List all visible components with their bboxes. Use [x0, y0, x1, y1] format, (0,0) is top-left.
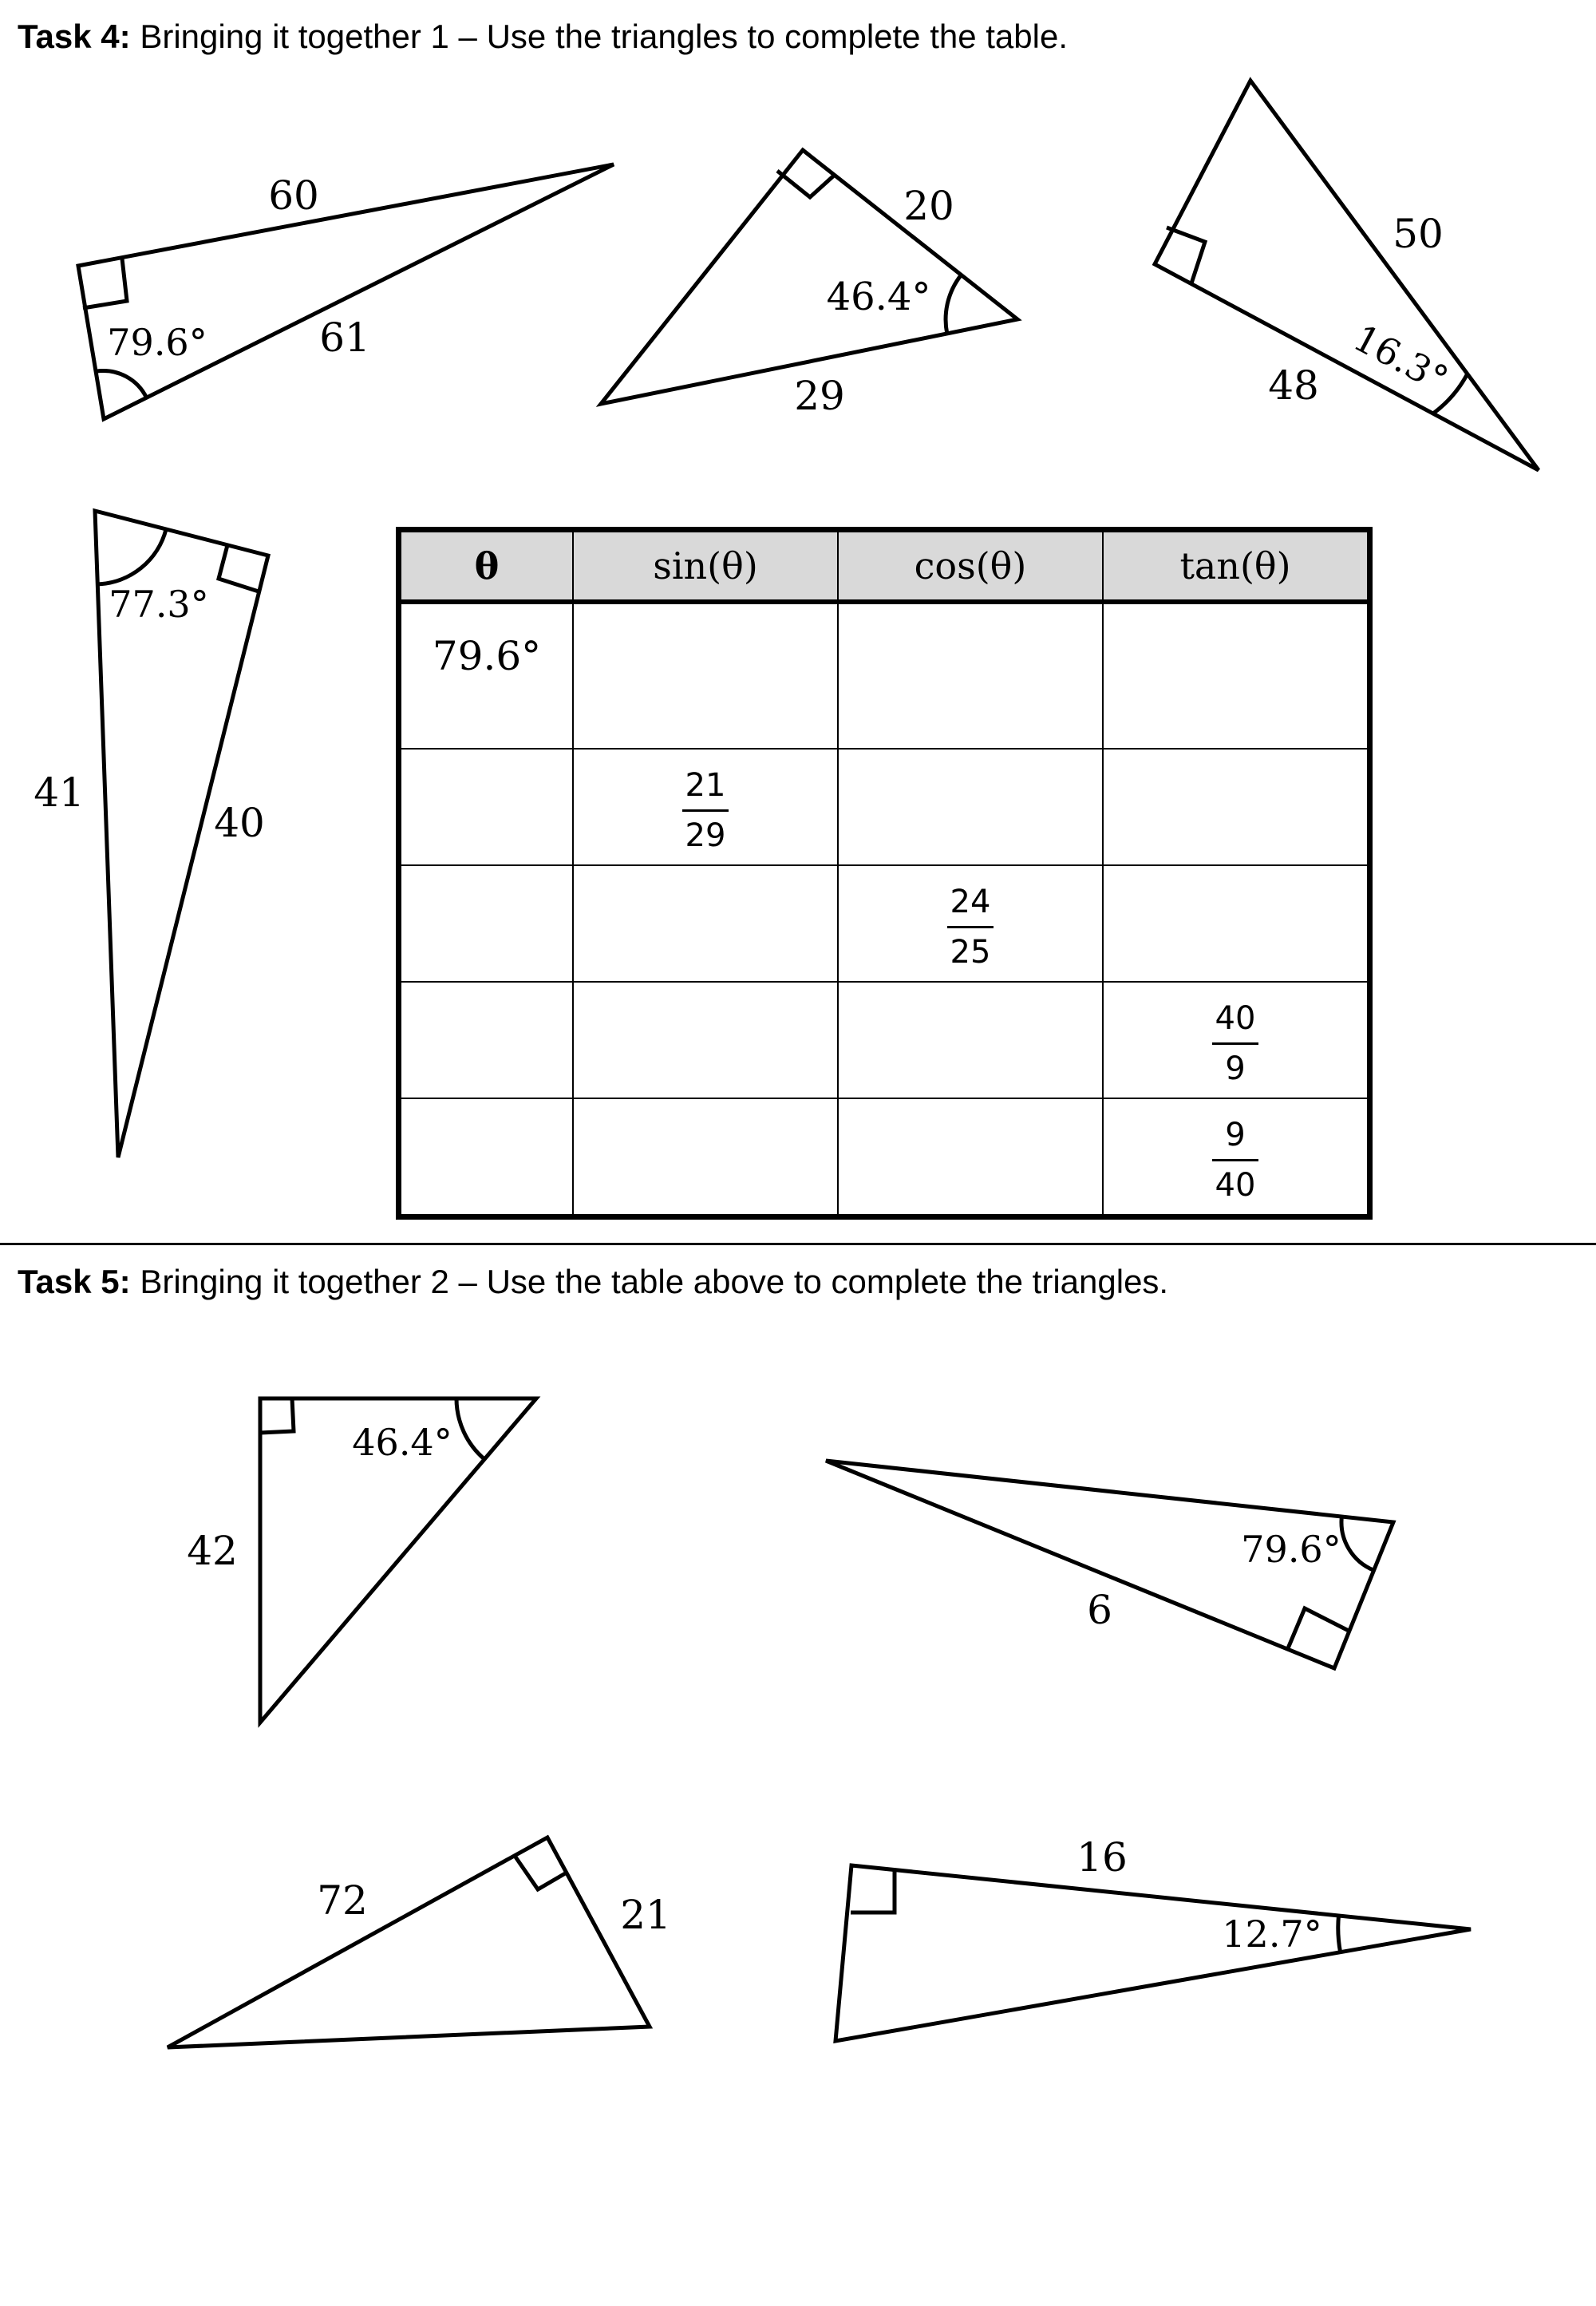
table-cell[interactable] [573, 865, 838, 982]
table-cell[interactable] [573, 1098, 838, 1217]
table-cell[interactable] [1103, 602, 1370, 749]
side-label: 50 [1393, 211, 1444, 257]
table-row [399, 749, 1370, 865]
side-label: 42 [187, 1528, 238, 1574]
angle-arc [1338, 1916, 1341, 1952]
table-row [399, 602, 1370, 749]
column-header: cos(θ) [838, 530, 1103, 603]
task5-text: Bringing it together 2 – Use the table above to complete the triangles. [140, 1263, 1169, 1300]
task5-heading [18, 1263, 1168, 1301]
side-label: 60 [268, 172, 319, 219]
side-label: 21 [620, 1892, 671, 1938]
fraction-bar [1212, 1042, 1258, 1045]
table-cell[interactable] [573, 982, 838, 1098]
fraction-numerator: 40 [1215, 1000, 1256, 1037]
angle-label: 79.6° [107, 321, 207, 364]
angle-label: 16.3° [1346, 315, 1456, 401]
right-angle-marker [777, 171, 835, 197]
fraction-denominator: 40 [1215, 1167, 1256, 1204]
side-label: 20 [903, 183, 954, 229]
triangle-a [78, 164, 614, 419]
fraction-bar [682, 809, 729, 812]
table-cell[interactable] [1103, 749, 1370, 865]
right-angle-marker [83, 259, 127, 308]
table-cell[interactable] [573, 602, 838, 749]
fraction-denominator: 29 [685, 817, 726, 854]
trig-ratio-table [396, 527, 1373, 1220]
fraction-denominator: 9 [1225, 1050, 1246, 1087]
table-cell[interactable] [1103, 982, 1370, 1098]
table-cell[interactable] [399, 865, 574, 982]
angle-label: 46.4° [352, 1421, 452, 1464]
side-label: 41 [34, 769, 85, 816]
table-row [399, 982, 1370, 1098]
fraction [1212, 1116, 1258, 1204]
side-label: 72 [317, 1877, 368, 1924]
table-cell[interactable] [1103, 1098, 1370, 1217]
triangle-h [836, 1865, 1471, 2041]
task4-text: Bringing it together 1 – Use the triangles to complete the table. [140, 18, 1069, 55]
table-row [399, 1098, 1370, 1217]
angle-label: 12.7° [1222, 1912, 1322, 1956]
table-cell[interactable] [838, 865, 1103, 982]
table-body [399, 602, 1370, 1217]
fraction [947, 883, 994, 971]
right-angle-marker [260, 1398, 294, 1433]
fraction [1212, 999, 1258, 1088]
table-cell[interactable] [399, 749, 574, 865]
column-header: θ [399, 530, 574, 603]
right-angle-marker [1288, 1608, 1349, 1648]
angle-value: 79.6° [432, 633, 542, 679]
fraction-numerator: 9 [1225, 1117, 1246, 1153]
angle-arc [946, 275, 961, 334]
triangle-b [601, 150, 1017, 404]
triangle-g [168, 1837, 650, 2047]
side-label: 6 [1087, 1587, 1112, 1633]
table-row [399, 865, 1370, 982]
table-cell[interactable] [838, 602, 1103, 749]
angle-arc [97, 370, 147, 398]
side-label: 48 [1268, 362, 1319, 409]
column-header: sin(θ) [573, 530, 838, 603]
table-cell[interactable] [399, 1098, 574, 1217]
fraction-bar [947, 926, 994, 928]
fraction-numerator: 24 [950, 884, 991, 920]
angle-label: 79.6° [1241, 1528, 1341, 1571]
angle-arc [456, 1398, 484, 1459]
section-divider [0, 1243, 1596, 1245]
fraction [682, 766, 729, 855]
column-header: tan(θ) [1103, 530, 1370, 603]
angle-arc [98, 529, 167, 584]
table-cell[interactable] [399, 602, 574, 749]
task4-label: Task 4: [18, 18, 131, 55]
table-header-row [399, 530, 1370, 603]
side-label: 40 [214, 800, 265, 846]
side-label: 29 [794, 373, 845, 419]
task5-label: Task 5: [18, 1263, 131, 1300]
table-cell[interactable] [573, 749, 838, 865]
angle-arc [1341, 1517, 1374, 1570]
side-label: 16 [1077, 1834, 1128, 1881]
fraction-bar [1212, 1159, 1258, 1161]
table-cell[interactable] [399, 982, 574, 1098]
table-cell[interactable] [838, 1098, 1103, 1217]
table-cell[interactable] [838, 982, 1103, 1098]
table-cell[interactable] [1103, 865, 1370, 982]
angle-label: 77.3° [109, 583, 209, 626]
side-label: 61 [319, 314, 370, 361]
angle-label: 46.4° [826, 275, 931, 319]
fraction-numerator: 21 [685, 767, 726, 804]
table-cell[interactable] [838, 749, 1103, 865]
fraction-denominator: 25 [950, 934, 991, 971]
triangle-c [1155, 81, 1539, 470]
right-angle-marker [851, 1870, 895, 1912]
